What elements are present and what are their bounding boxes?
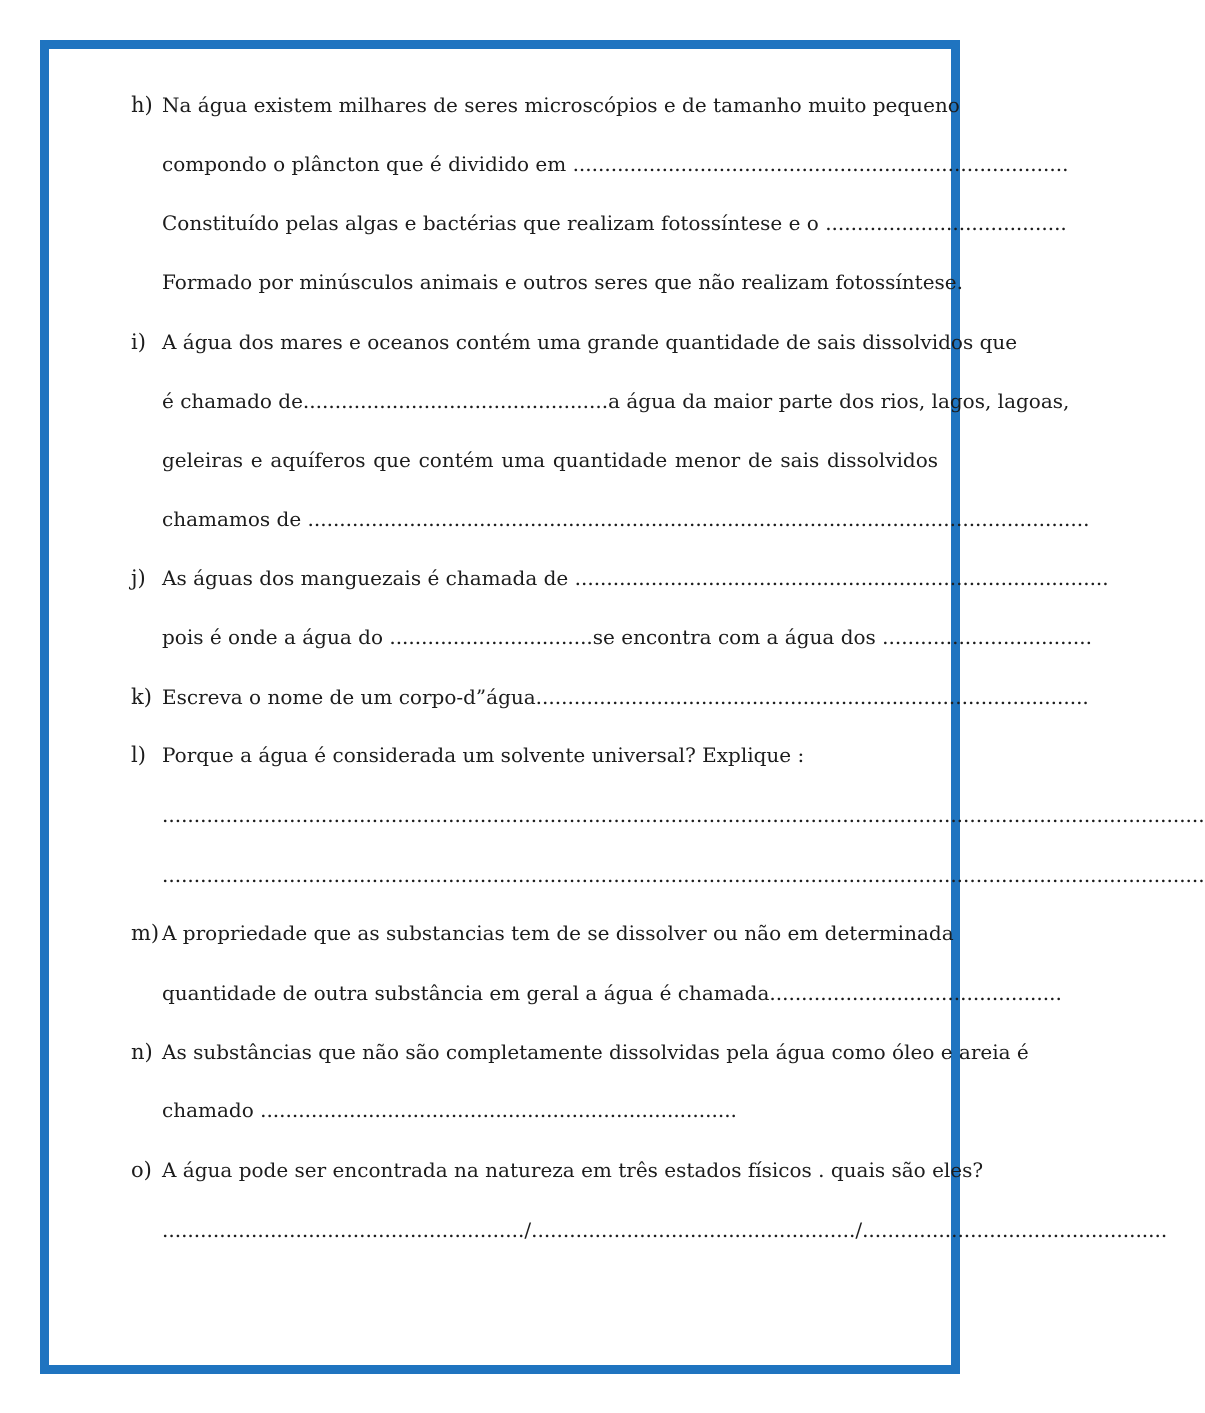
question-text: Porque a água é considerada um solvente universal? Explique : [162, 743, 805, 767]
question-letter: k) [131, 685, 152, 709]
question-letter: j) [131, 566, 146, 590]
question-letter: l) [131, 743, 146, 767]
fill-in-line[interactable]: Escreva o nome de um corpo-d”água....................................................................................... [162, 685, 1089, 709]
fill-in-line[interactable]: Constituído pelas algas e bactérias que realizam fotossíntese e o ...................................... [162, 211, 1067, 235]
question-text: A propriedade que as substancias tem de se dissolver ou não em determinada [162, 921, 954, 945]
fill-in-line[interactable]: chamamos de ........................................................................................................................... [162, 507, 1090, 531]
fill-in-line[interactable]: quantidade de outra substância em geral a água é chamada.............................................. [162, 981, 1062, 1005]
fill-in-line[interactable]: compondo o plâncton que é dividido em .............................................................................. [162, 152, 1069, 176]
question-letter: m) [131, 921, 160, 945]
question-letter: h) [131, 93, 153, 117]
fill-in-line[interactable]: As águas dos manguezais é chamada de .................................................................................... [162, 566, 1109, 590]
question-text: A água dos mares e oceanos contém uma grande quantidade de sais dissolvidos que [162, 330, 1018, 354]
fill-in-line[interactable]: é chamado de................................................a água da maior parte dos rios, lagos, lagoas, [162, 389, 1070, 413]
fill-in-line[interactable]: chamado ........................................................................... [162, 1098, 737, 1122]
question-text: Formado por minúsculos animais e outros seres que não realizam fotossíntese. [162, 270, 963, 294]
question-letter: o) [131, 1158, 152, 1182]
question-text: A água pode ser encontrada na natureza em três estados físicos . quais são eles? [162, 1158, 984, 1182]
answer-line[interactable]: ........................................................./.................................................../................................................ [162, 1218, 1168, 1242]
answer-line[interactable]: .................................................................................................................................................................... [162, 863, 1205, 887]
question-text: Na água existem milhares de seres microscópios e de tamanho muito pequeno [162, 93, 960, 117]
answer-line[interactable]: .................................................................................................................................................................... [162, 803, 1205, 827]
question-text: As substâncias que não são completamente dissolvidas pela água como óleo e areia é [162, 1040, 1029, 1064]
fill-in-line[interactable]: pois é onde a água do ................................se encontra com a água dos ................................. [162, 625, 1092, 649]
question-letter: i) [131, 330, 146, 354]
question-letter: n) [131, 1040, 153, 1064]
question-text: geleiras e aquíferos que contém uma quantidade menor de sais dissolvidos [162, 448, 938, 472]
